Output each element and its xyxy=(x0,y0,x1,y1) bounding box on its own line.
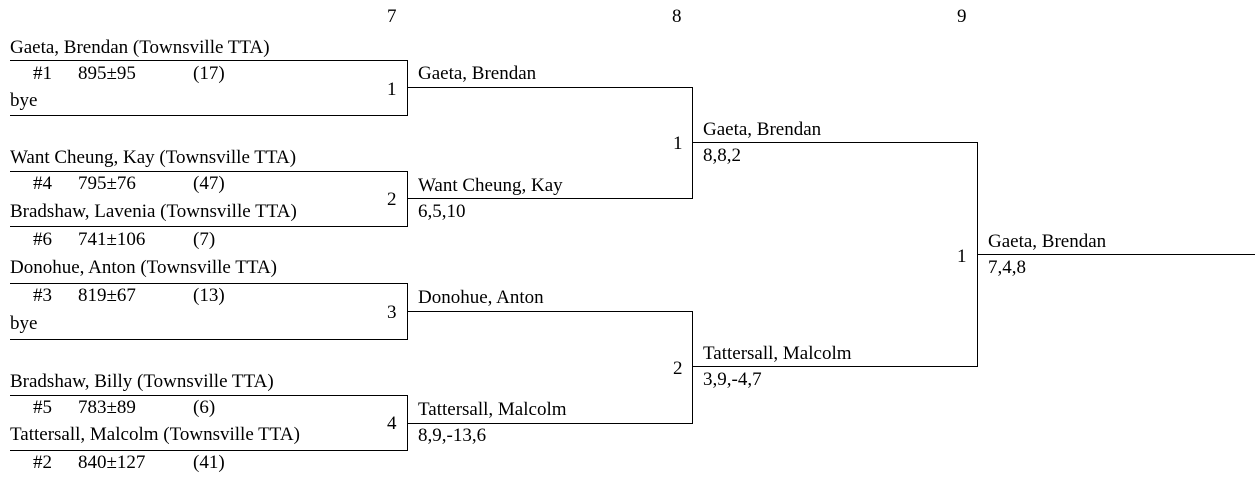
player-name: bye xyxy=(10,313,38,334)
bracket-line xyxy=(10,171,408,172)
bracket-line xyxy=(978,254,1255,255)
bracket-line xyxy=(693,142,978,143)
player-rating: 741±106 xyxy=(78,229,146,250)
bracket-line xyxy=(692,311,693,424)
match-number: 2 xyxy=(673,358,683,379)
player-games: (41) xyxy=(193,452,225,473)
player-rating: 795±76 xyxy=(78,173,136,194)
match-number: 1 xyxy=(387,79,397,100)
player-name: Tattersall, Malcolm (Townsville TTA) xyxy=(10,424,300,445)
bracket-line xyxy=(10,115,408,116)
bracket-line xyxy=(407,171,408,227)
player-rating: 895±95 xyxy=(78,63,136,84)
bracket-line xyxy=(408,311,693,312)
player-name: bye xyxy=(10,90,38,111)
player-name: Gaeta, Brendan xyxy=(418,63,537,84)
match-number: 2 xyxy=(387,189,397,210)
player-name: Tattersall, Malcolm xyxy=(418,399,567,420)
winner-name: Gaeta, Brendan xyxy=(988,231,1107,252)
bracket-line xyxy=(10,339,408,340)
round-header-7: 7 xyxy=(387,6,397,27)
winner-score: 7,4,8 xyxy=(988,257,1026,278)
match-number: 3 xyxy=(387,302,397,323)
player-games: (6) xyxy=(193,397,216,418)
bracket-line xyxy=(692,87,693,199)
round-header-9: 9 xyxy=(957,6,967,27)
bracket-line xyxy=(407,60,408,116)
player-seed: #3 xyxy=(33,285,52,306)
player-seed: #4 xyxy=(33,173,52,194)
bracket-line xyxy=(10,60,408,61)
player-rating: 840±127 xyxy=(78,452,146,473)
player-name: Gaeta, Brendan (Townsville TTA) xyxy=(10,37,270,58)
player-seed: #6 xyxy=(33,229,52,250)
match-score: 3,9,-4,7 xyxy=(703,369,762,390)
bracket-line xyxy=(408,198,693,199)
player-rating: 819±67 xyxy=(78,285,136,306)
match-score: 8,9,-13,6 xyxy=(418,425,487,446)
bracket-line xyxy=(10,395,408,396)
bracket-line xyxy=(10,283,408,284)
bracket-line xyxy=(10,226,408,227)
player-games: (7) xyxy=(193,229,216,250)
player-games: (47) xyxy=(193,173,225,194)
match-number: 4 xyxy=(387,413,397,434)
player-name: Want Cheung, Kay xyxy=(418,175,563,196)
match-score: 8,8,2 xyxy=(703,145,741,166)
player-seed: #1 xyxy=(33,63,52,84)
player-name: Tattersall, Malcolm xyxy=(703,343,852,364)
player-games: (13) xyxy=(193,285,225,306)
player-name: Gaeta, Brendan xyxy=(703,119,822,140)
round-header-8: 8 xyxy=(672,6,682,27)
bracket-line xyxy=(10,450,408,451)
match-number: 1 xyxy=(957,246,967,267)
bracket-line xyxy=(408,87,693,88)
player-name: Donohue, Anton (Townsville TTA) xyxy=(10,257,277,278)
match-number: 1 xyxy=(673,133,683,154)
player-name: Donohue, Anton xyxy=(418,287,544,308)
bracket-line xyxy=(408,423,693,424)
player-name: Want Cheung, Kay (Townsville TTA) xyxy=(10,147,297,168)
bracket-line xyxy=(693,366,978,367)
player-seed: #5 xyxy=(33,397,52,418)
player-rating: 783±89 xyxy=(78,397,136,418)
player-name: Bradshaw, Lavenia (Townsville TTA) xyxy=(10,201,297,222)
player-name: Bradshaw, Billy (Townsville TTA) xyxy=(10,371,274,392)
match-score: 6,5,10 xyxy=(418,201,466,222)
player-seed: #2 xyxy=(33,452,52,473)
player-games: (17) xyxy=(193,63,225,84)
